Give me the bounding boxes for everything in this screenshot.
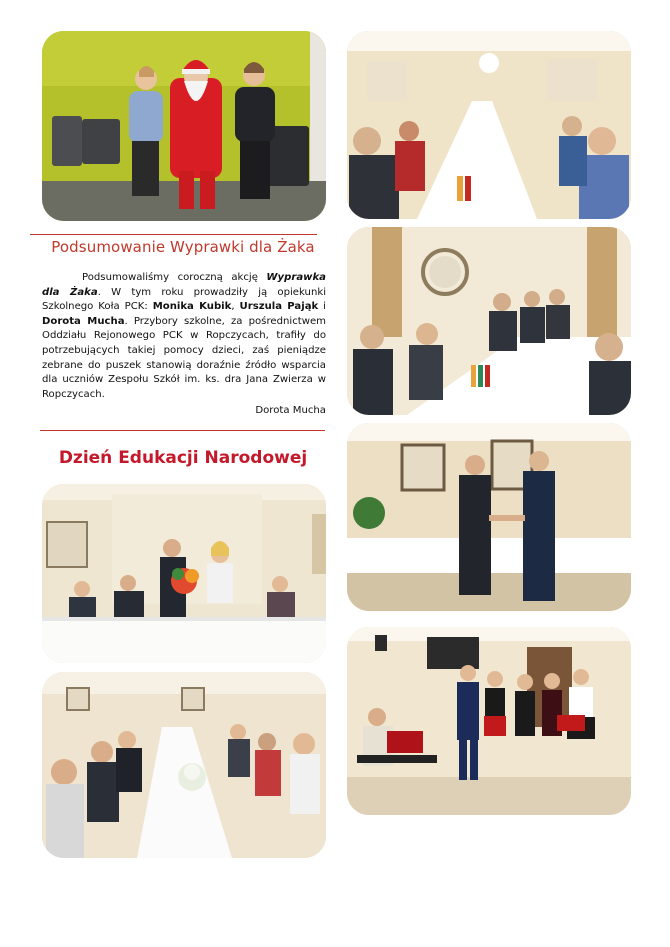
person-name: Urszula Pająk [239, 301, 319, 313]
text-segment: . Przybory szkolne, za pośrednictwem Oddziału Rejonowego PCK w Ropczycach, trafiły do potrzebujących takiej pomocy dzieci, zaś pieniądze zebrane do puszek stanowią doraźnie źródło wsparcia dla uczniów Zespołu Szkół im. ks. dra Jana Zwierza w Ropczycach. [42, 315, 326, 400]
person-name: Monika Kubik [152, 301, 232, 313]
divider-top [30, 234, 317, 235]
photo-handshake [347, 423, 631, 611]
photo-banquet-long-table [42, 672, 326, 858]
photo-performance [347, 627, 631, 815]
action-name: Wyprawka dla Żaka [42, 272, 326, 298]
article-title-wyprawka: Podsumowanie Wyprawki dla Żaka [51, 238, 315, 256]
person-name: Dorota Mucha [42, 315, 125, 327]
photo-banquet-hall [347, 31, 631, 219]
article-body-wyprawka [42, 271, 326, 402]
divider-bottom [40, 430, 325, 431]
text-segment: . W tym roku prowadziły ją opiekunki Szkolnego Koła PCK: [42, 286, 326, 313]
text-segment: i [318, 301, 326, 313]
photo-santa-visit [42, 31, 326, 221]
photo-flower-presentation [42, 484, 326, 663]
text-segment: Podsumowaliśmy coroczną akcję [82, 272, 267, 283]
photo-mirror-table [347, 227, 631, 415]
article-title-den: Dzień Edukacji Narodowej [58, 448, 308, 468]
text-segment: , [231, 301, 240, 313]
article-author: Dorota Mucha [255, 405, 326, 416]
